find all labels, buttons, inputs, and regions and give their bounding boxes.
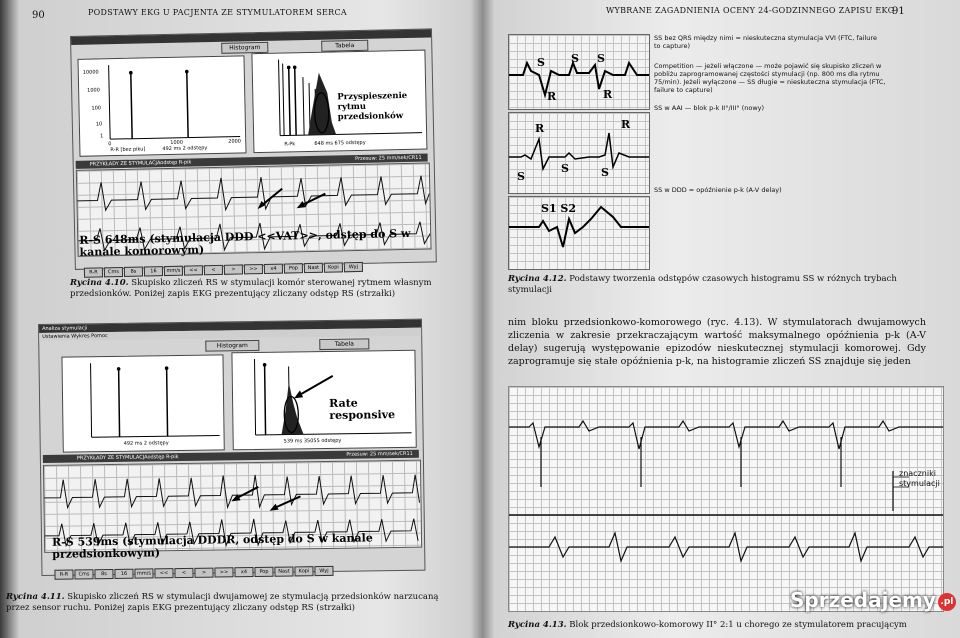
ss-panel-vvi-trace bbox=[509, 35, 649, 109]
note-aai: SS w AAI — blok p-k II°/III° (nowy) bbox=[654, 104, 765, 112]
ss-panel-vvi bbox=[508, 34, 650, 110]
toolbar-button[interactable]: Cms bbox=[104, 267, 123, 277]
figure-411-strip-right-title: Przesuw: 25 mm/sek/CR11 bbox=[346, 450, 413, 458]
panel-label: S bbox=[601, 166, 609, 179]
caption-411 bbox=[6, 592, 446, 614]
figure-410-annotation: Przyspieszenie rytmu przedsionków bbox=[337, 90, 408, 123]
right-body-paragraph: nim bloku przedsionkowo-komorowego (ryc. 4.13). W stymulatorach dwujamowych zliczenia w zakresie przekraczającym wartość maksymalnego opóźnienia p-k (A-V delay) sugerują występowanie epizodów nieskutecznej stymulacji komorowej. Gdy zaprogramuje się stałe opóźnienia p-k, na histogramie zliczeń SS znajduje się jeden bbox=[508, 317, 926, 367]
toolbar-button[interactable]: mm/s bbox=[134, 568, 153, 578]
figure-411-left-histogram-plot bbox=[62, 355, 223, 451]
note-competition: Competition — jeżeli włączone — może pojawić się skupisko zliczeń w pobliżu zaprogramowanej częstości stymulacji (np. 800 ms dla rytmu 75/min). Jeżeli wyłączone — SS długie = nieskuteczna stymulacja (FTC, failure to capture) bbox=[654, 62, 886, 94]
figure-413-ecg bbox=[508, 386, 944, 612]
ss-panel-ddd bbox=[508, 196, 650, 270]
x-tick: 2000 bbox=[228, 138, 242, 145]
figure-410-right-histogram bbox=[251, 50, 427, 154]
toolbar-button[interactable]: Pop bbox=[284, 263, 303, 273]
figure-410-strip-left-title: PRZYKŁADY ZE STYMULACJAodstęp R-pik bbox=[89, 159, 192, 168]
caption-412 bbox=[508, 274, 928, 296]
figure-410-overlay-text: R-S 648ms (stymulacja DDD <<VAT>>, odstęp do S w kanale komorowym) bbox=[79, 226, 411, 259]
toolbar-button[interactable]: 8s bbox=[94, 569, 113, 579]
panel-label: R bbox=[621, 118, 631, 131]
figure-411-strip-left-title: PRZYKŁADY ZE STYMULACJAodstęp R-pik bbox=[76, 454, 179, 462]
caption-413 bbox=[508, 620, 948, 631]
toolbar-button[interactable]: < bbox=[204, 265, 223, 275]
toolbar-button[interactable]: Wyj bbox=[344, 262, 363, 272]
figure-410-strip-right-title: Przesuw: 25 mm/sek/CR11 bbox=[355, 154, 422, 163]
left-page-header: PODSTAWY EKG U PACJENTA ZE STYMULATOREM SERCA bbox=[88, 8, 347, 17]
left-histogram-info: 492 ms 2 odstępy bbox=[162, 145, 208, 153]
panel-label: S1 S2 bbox=[541, 202, 577, 215]
figure-410-table-button[interactable]: Tabela bbox=[321, 40, 368, 52]
y-tick: 100 bbox=[91, 105, 102, 112]
watermark-text: Sprzedajemy bbox=[790, 588, 936, 612]
x-tick: 1000 bbox=[170, 139, 184, 146]
toolbar-button[interactable]: Nast bbox=[274, 566, 293, 576]
panel-label: S bbox=[597, 52, 605, 65]
figure-411-right-histogram bbox=[231, 350, 416, 451]
figure-411-histogram-button[interactable]: Histogram bbox=[205, 340, 259, 352]
toolbar-button[interactable]: < bbox=[174, 568, 193, 578]
caption-410-text: Skupisko zliczeń RS w stymulacji komór sterowanej rytmem własnym przedsionków. Poniżej zapis EKG prezentujący zliczany odstęp RS (strzałki) bbox=[70, 278, 432, 299]
panel-label: S bbox=[537, 56, 545, 69]
right-axis-label: R-Pk bbox=[284, 141, 296, 148]
toolbar-button[interactable]: R-R bbox=[84, 267, 103, 277]
figure-410-left-histogram-plot bbox=[79, 56, 246, 155]
caption-410-label: Rycina 4.10. bbox=[70, 278, 129, 288]
toolbar-button[interactable]: > bbox=[194, 568, 213, 578]
toolbar-button[interactable]: > bbox=[224, 264, 243, 274]
right-page-header: WYBRANE ZAGADNIENIA OCENY 24-GODZINNEGO ZAPISU EKG bbox=[606, 6, 895, 15]
figure-411-menubar: Ustawienia Wykres Pomoc bbox=[39, 328, 421, 341]
caption-412-label: Rycina 4.12. bbox=[508, 274, 567, 284]
ss-panel-aai bbox=[508, 112, 650, 194]
toolbar-button[interactable]: x4 bbox=[234, 567, 253, 577]
toolbar-button[interactable]: Cms bbox=[74, 569, 93, 579]
figure-410-screenshot bbox=[70, 28, 437, 276]
figure-411-titlebar: Analiza stymulacji bbox=[39, 320, 421, 333]
figure-413-ecg-trace bbox=[509, 387, 943, 611]
right-page-number: 91 bbox=[892, 6, 905, 17]
y-tick: 10000 bbox=[82, 69, 99, 76]
toolbar-button[interactable]: R-R bbox=[54, 570, 73, 580]
toolbar-button[interactable]: Wyj bbox=[314, 566, 333, 576]
figure-413-annotation: znaczniki stymulacji bbox=[899, 469, 940, 488]
panel-label: R bbox=[547, 90, 557, 103]
left-page-number: 90 bbox=[32, 10, 45, 21]
figure-411-overlay-text: R-S 539ms (stymulacja DDDR, odstęp do S w kanale przedsionkowym) bbox=[51, 531, 373, 561]
toolbar-button[interactable]: x4 bbox=[264, 264, 283, 274]
panel-label: S bbox=[561, 162, 569, 175]
toolbar-button[interactable]: Pop bbox=[254, 567, 273, 577]
figure-411-screenshot bbox=[38, 319, 425, 576]
panel-label: S bbox=[571, 52, 579, 65]
left-histogram-info: 492 ms 2 odstępy bbox=[123, 440, 169, 447]
toolbar-button[interactable]: 16 bbox=[144, 266, 163, 276]
y-tick: 1 bbox=[100, 133, 104, 140]
right-histogram-info: 539 ms 35055 odstępy bbox=[283, 437, 342, 445]
toolbar-button[interactable]: Kopi bbox=[294, 566, 313, 576]
caption-413-label: Rycina 4.13. bbox=[508, 620, 567, 630]
note-ddd: SS w DDD = opóźnienie p-k (A-V delay) bbox=[654, 186, 782, 194]
figure-411-annotation: Rate responsive bbox=[329, 396, 396, 422]
y-tick: 1000 bbox=[87, 87, 100, 94]
caption-412-text: Podstawy tworzenia odstępów czasowych histogramu SS w różnych trybach stymulacji bbox=[508, 274, 897, 295]
figure-411-left-histogram bbox=[61, 354, 224, 452]
toolbar-button[interactable]: >> bbox=[214, 567, 233, 577]
watermark bbox=[790, 588, 956, 612]
x-tick: 0 bbox=[108, 141, 112, 148]
toolbar-button[interactable]: << bbox=[184, 265, 203, 275]
figure-411-table-button[interactable]: Tabela bbox=[319, 338, 369, 350]
panel-label: R bbox=[535, 122, 545, 135]
panel-label: S bbox=[517, 170, 525, 183]
toolbar-button[interactable]: 16 bbox=[114, 569, 133, 579]
ss-panel-ddd-trace bbox=[509, 197, 649, 269]
right-histogram-info: 648 ms 675 odstępy bbox=[314, 139, 366, 147]
watermark-badge: .pl bbox=[938, 593, 956, 611]
left-axis-label: R-R [bez piku] bbox=[110, 146, 146, 154]
y-tick: 10 bbox=[95, 121, 103, 128]
toolbar-button[interactable]: >> bbox=[244, 264, 263, 274]
caption-411-label: Rycina 4.11. bbox=[6, 592, 65, 602]
note-vvi: SS bez QRS między nimi = nieskuteczna stymulacja VVI (FTC, failure to capture) bbox=[654, 34, 877, 50]
figure-410-left-histogram bbox=[77, 55, 246, 156]
caption-411-text: Skupisko zliczeń RS w stymulacji dwujamowej ze stymulacją przedsionków narzucaną przez sensor ruchu. Poniżej zapis EKG prezentujący zliczany odstęp RS (strzałki) bbox=[6, 592, 439, 613]
toolbar-button[interactable]: 8s bbox=[124, 267, 143, 277]
toolbar-button[interactable]: mm/s bbox=[164, 266, 183, 276]
toolbar-button[interactable]: << bbox=[154, 568, 173, 578]
figure-410-histogram-button[interactable]: Histogram bbox=[221, 42, 268, 54]
toolbar-button[interactable]: Nast bbox=[304, 263, 323, 273]
caption-413-text: Blok przedsionkowo-komorowy II° 2:1 u chorego ze stymulatorem pracującym bbox=[569, 620, 907, 630]
toolbar-button[interactable]: Kopi bbox=[324, 262, 343, 272]
figure-411-toolbar bbox=[54, 557, 334, 580]
panel-label: R bbox=[603, 88, 613, 101]
caption-410 bbox=[70, 278, 440, 300]
